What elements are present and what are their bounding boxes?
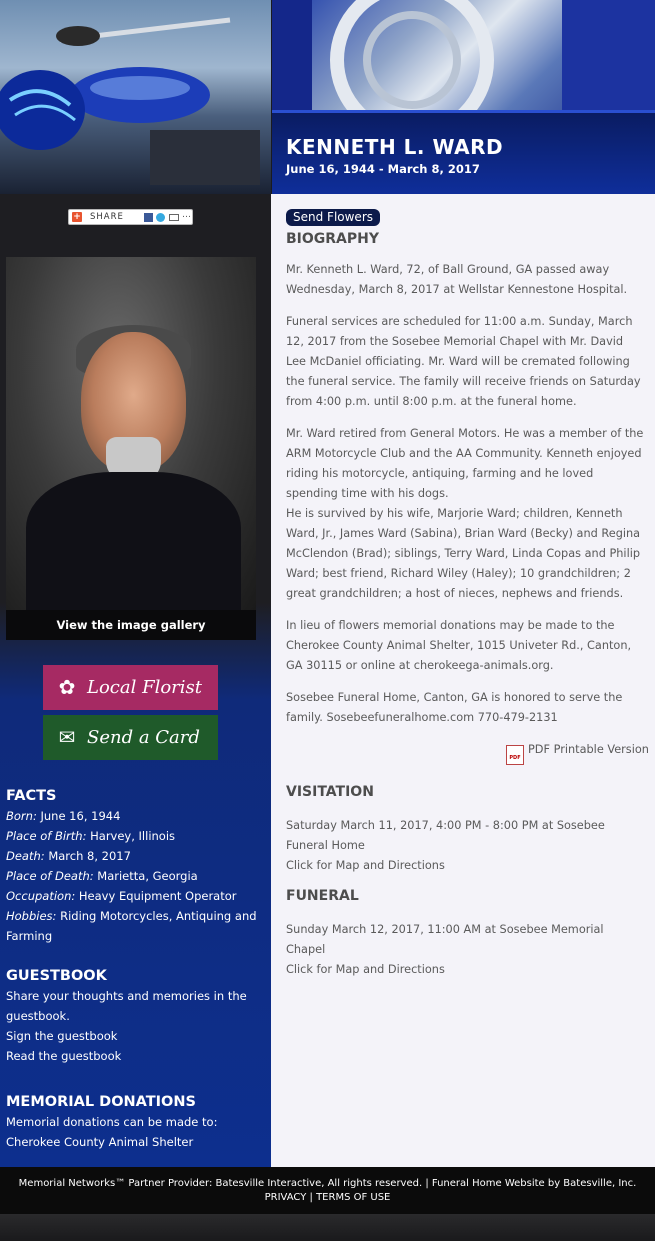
deceased-name: KENNETH L. WARD <box>286 135 504 159</box>
fact-born: Born: June 16, 1944 <box>6 809 121 823</box>
terms-link[interactable]: TERMS OF USE <box>316 1192 391 1203</box>
deceased-dates: June 16, 1944 - March 8, 2017 <box>286 162 480 176</box>
image-gallery-link[interactable]: View the image gallery <box>6 610 256 640</box>
bio-paragraph: In lieu of flowers memorial donations may be made to the Cherokee County Animal Shelter, 1015 Univeter Rd., Canton, GA 30115 or online at cherokeega-animals.org. <box>286 619 632 672</box>
main-content <box>271 194 655 1167</box>
facts-section <box>6 786 264 946</box>
donations-heading: MEMORIAL DONATIONS <box>6 1094 196 1110</box>
bio-paragraph: Sosebee Funeral Home, Canton, GA is honored to serve the family. Sosebeefuneralhome.com 770-479-2131 <box>286 691 623 724</box>
bio-paragraph: Mr. Kenneth L. Ward, 72, of Ball Ground, GA passed away Wednesday, March 8, 2017 at Wellstar Kennestone Hospital. <box>286 263 628 296</box>
fact-hobbies: Hobbies: Riding Motorcycles, Antiquing and Farming <box>6 909 257 943</box>
pdf-printable-link[interactable] <box>506 743 649 765</box>
name-banner <box>272 110 655 194</box>
bio-paragraph: Mr. Ward retired from General Motors. He was a member of the ARM Motorcycle Club and the AA Community. Kenneth enjoyed riding his motorcycle, antiquing, farming and he loved spending time with his dogs. <box>286 427 644 500</box>
local-florist-label: Local Florist <box>87 677 202 698</box>
visitation-details <box>286 816 646 876</box>
send-flowers-button[interactable]: Send Flowers <box>286 209 380 226</box>
privacy-link[interactable]: PRIVACY <box>264 1192 307 1203</box>
portrait-shirt <box>26 472 241 610</box>
visitation-map-link[interactable]: Click for Map and Directions <box>286 859 445 872</box>
biography-text <box>286 260 646 740</box>
bio-paragraph: He is survived by his wife, Marjorie Ward; children, Kenneth Ward, Jr., James Ward (Sabina), Brian Ward (Becky) and Regina McClendon (Brad); siblings, Terry Ward, Linda Copas and Philip Ward; best friend, Richard Wiley (Haley); 10 grandchildren; 2 great grandchildren; a host of nieces, nephews and friends. <box>286 507 641 600</box>
sign-guestbook-link[interactable]: Sign the guestbook <box>6 1029 118 1043</box>
footer-links <box>0 1192 655 1203</box>
fact-occupation: Occupation: Heavy Equipment Operator <box>6 889 237 903</box>
fact-place-of-death: Place of Death: Marietta, Georgia <box>6 869 198 883</box>
donations-section <box>6 1092 264 1152</box>
twitter-icon <box>156 213 165 222</box>
funeral-details <box>286 920 646 980</box>
guestbook-intro: Share your thoughts and memories in the guestbook. <box>6 989 247 1023</box>
donations-intro: Memorial donations can be made to: <box>6 1115 218 1129</box>
visitation-heading: VISITATION <box>286 784 374 800</box>
funeral-map-link[interactable]: Click for Map and Directions <box>286 963 445 976</box>
facts-heading: FACTS <box>6 788 57 804</box>
footer <box>0 1167 655 1214</box>
memorial-portrait[interactable] <box>6 257 256 610</box>
share-plus-icon: + <box>73 212 81 222</box>
fact-place-of-birth: Place of Birth: Harvey, Illinois <box>6 829 176 843</box>
funeral-heading: FUNERAL <box>286 888 359 904</box>
pdf-icon: PDF <box>506 745 524 765</box>
bio-paragraph: Funeral services are scheduled for 11:00 a.m. Sunday, March 12, 2017 from the Sosebee Memorial Chapel with Mr. David Lee McDaniel officiating. Mr. Ward will be cremated following the funeral service. The family will receive friends on Saturday from 4:00 p.m. until 8:00 p.m. at the funeral home. <box>286 315 641 408</box>
send-card-label: Send a Card <box>87 727 200 748</box>
more-icon: … <box>182 210 191 220</box>
biography-heading: BIOGRAPHY <box>286 231 380 247</box>
send-card-button[interactable] <box>43 715 218 760</box>
pdf-link-label: PDF Printable Version <box>528 743 649 756</box>
share-label: SHARE <box>90 212 124 222</box>
footer-copyright: Memorial Networks™ Partner Provider: Batesville Interactive, All rights reserved. | Funeral Home Website by Batesville, Inc. <box>18 1178 637 1189</box>
footer-separator: | <box>306 1192 317 1203</box>
motorcycle-illustration <box>0 0 271 194</box>
guestbook-heading: GUESTBOOK <box>6 968 107 984</box>
chrome-wheel-illustration <box>272 0 655 110</box>
hero-image-motorcycle <box>0 0 271 194</box>
facebook-icon <box>144 213 153 222</box>
share-button[interactable] <box>68 209 193 225</box>
funeral-time: Sunday March 12, 2017, 11:00 AM at Sosebee Memorial Chapel <box>286 923 604 956</box>
local-florist-button[interactable] <box>43 665 218 710</box>
email-icon <box>169 214 179 221</box>
read-guestbook-link[interactable]: Read the guestbook <box>6 1049 122 1063</box>
envelope-icon: ✉ <box>58 725 76 749</box>
donation-org-link[interactable]: Cherokee County Animal Shelter <box>6 1135 194 1149</box>
fact-death: Death: March 8, 2017 <box>6 849 131 863</box>
guestbook-section <box>6 966 264 1066</box>
hero-image-chrome <box>272 0 655 110</box>
flower-icon: ✿ <box>58 675 76 699</box>
visitation-time: Saturday March 11, 2017, 4:00 PM - 8:00 PM at Sosebee Funeral Home <box>286 819 605 852</box>
sidebar <box>0 194 271 1167</box>
footer-background <box>0 1214 655 1241</box>
